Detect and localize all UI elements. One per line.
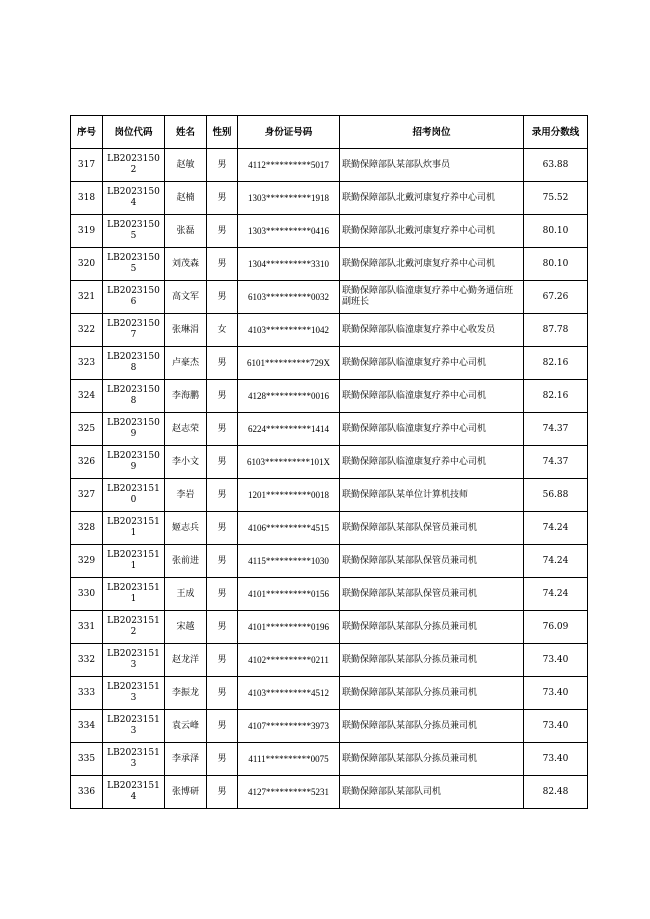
cell-gender: 男 <box>207 380 238 413</box>
cell-id-number: 4127**********5231 <box>238 776 340 809</box>
cell-post: 联勤保障部队某部队分拣员兼司机 <box>340 710 524 743</box>
cell-id-number: 4115**********1030 <box>238 545 340 578</box>
cell-score: 73.40 <box>524 677 588 710</box>
cell-post-code: LB20231505 <box>103 248 165 281</box>
cell-id-number: 4128**********0016 <box>238 380 340 413</box>
cell-score: 82.48 <box>524 776 588 809</box>
cell-gender: 男 <box>207 611 238 644</box>
cell-post: 联勤保障部队临潼康复疗养中心司机 <box>340 446 524 479</box>
cell-post: 联勤保障部队临潼康复疗养中心勤务通信班副班长 <box>340 281 524 314</box>
cell-serial: 323 <box>71 347 103 380</box>
cell-post: 联勤保障部队某部队炊事员 <box>340 149 524 182</box>
cell-serial: 328 <box>71 512 103 545</box>
cell-name: 张磊 <box>165 215 207 248</box>
cell-serial: 327 <box>71 479 103 512</box>
cell-serial: 324 <box>71 380 103 413</box>
cell-gender: 男 <box>207 215 238 248</box>
header-post-code: 岗位代码 <box>103 116 165 149</box>
cell-score: 80.10 <box>524 248 588 281</box>
table-row <box>71 347 588 380</box>
header-name: 姓名 <box>165 116 207 149</box>
table-row <box>71 578 588 611</box>
cell-serial: 325 <box>71 413 103 446</box>
cell-score: 56.88 <box>524 479 588 512</box>
cell-id-number: 4102**********0211 <box>238 644 340 677</box>
cell-gender: 男 <box>207 743 238 776</box>
header-id-number: 身份证号码 <box>238 116 340 149</box>
cell-name: 李振龙 <box>165 677 207 710</box>
header-gender: 性别 <box>207 116 238 149</box>
cell-post: 联勤保障部队临潼康复疗养中心司机 <box>340 380 524 413</box>
cell-score: 67.26 <box>524 281 588 314</box>
cell-name: 赵志荣 <box>165 413 207 446</box>
cell-serial: 322 <box>71 314 103 347</box>
cell-id-number: 4103**********4512 <box>238 677 340 710</box>
header-post: 招考岗位 <box>340 116 524 149</box>
cell-name: 刘茂森 <box>165 248 207 281</box>
cell-score: 73.40 <box>524 644 588 677</box>
cell-serial: 334 <box>71 710 103 743</box>
cell-id-number: 1304**********3310 <box>238 248 340 281</box>
cell-gender: 男 <box>207 479 238 512</box>
cell-id-number: 6103**********0032 <box>238 281 340 314</box>
recruitment-table <box>70 115 588 809</box>
cell-id-number: 6101**********729X <box>238 347 340 380</box>
cell-serial: 320 <box>71 248 103 281</box>
cell-post-code: LB20231513 <box>103 677 165 710</box>
cell-post-code: LB20231512 <box>103 611 165 644</box>
cell-gender: 男 <box>207 248 238 281</box>
cell-id-number: 1303**********1918 <box>238 182 340 215</box>
cell-gender: 男 <box>207 545 238 578</box>
cell-post: 联勤保障部队某部队司机 <box>340 776 524 809</box>
cell-post-code: LB20231510 <box>103 479 165 512</box>
table-row <box>71 743 588 776</box>
cell-post-code: LB20231509 <box>103 446 165 479</box>
cell-serial: 333 <box>71 677 103 710</box>
header-serial: 序号 <box>71 116 103 149</box>
table-row <box>71 149 588 182</box>
cell-name: 赵龙洋 <box>165 644 207 677</box>
cell-score: 74.24 <box>524 578 588 611</box>
cell-gender: 男 <box>207 281 238 314</box>
cell-post-code: LB20231511 <box>103 578 165 611</box>
cell-gender: 男 <box>207 644 238 677</box>
cell-score: 87.78 <box>524 314 588 347</box>
cell-id-number: 4106**********4515 <box>238 512 340 545</box>
cell-score: 82.16 <box>524 347 588 380</box>
cell-name: 张琳涓 <box>165 314 207 347</box>
cell-post-code: LB20231513 <box>103 743 165 776</box>
table-header-row <box>71 116 588 149</box>
cell-post: 联勤保障部队某部队分拣员兼司机 <box>340 611 524 644</box>
cell-post-code: LB20231508 <box>103 347 165 380</box>
cell-post: 联勤保障部队某部队分拣员兼司机 <box>340 743 524 776</box>
table-row <box>71 380 588 413</box>
cell-name: 李海鹏 <box>165 380 207 413</box>
cell-gender: 男 <box>207 710 238 743</box>
header-score: 录用分数线 <box>524 116 588 149</box>
cell-post: 联勤保障部队临潼康复疗养中心司机 <box>340 413 524 446</box>
cell-post-code: LB20231511 <box>103 512 165 545</box>
cell-id-number: 4101**********0156 <box>238 578 340 611</box>
table-row <box>71 479 588 512</box>
cell-gender: 男 <box>207 446 238 479</box>
cell-gender: 男 <box>207 512 238 545</box>
cell-name: 卢豪杰 <box>165 347 207 380</box>
cell-id-number: 1303**********0416 <box>238 215 340 248</box>
table-row <box>71 446 588 479</box>
cell-serial: 329 <box>71 545 103 578</box>
table-row <box>71 512 588 545</box>
cell-name: 张前进 <box>165 545 207 578</box>
cell-name: 李小文 <box>165 446 207 479</box>
cell-post: 联勤保障部队某部队保管员兼司机 <box>340 578 524 611</box>
cell-post: 联勤保障部队某单位计算机技师 <box>340 479 524 512</box>
cell-serial: 326 <box>71 446 103 479</box>
cell-name: 李岩 <box>165 479 207 512</box>
cell-post: 联勤保障部队北戴河康复疗养中心司机 <box>340 182 524 215</box>
cell-post: 联勤保障部队北戴河康复疗养中心司机 <box>340 215 524 248</box>
cell-post-code: LB20231506 <box>103 281 165 314</box>
cell-score: 82.16 <box>524 380 588 413</box>
cell-name: 赵敏 <box>165 149 207 182</box>
cell-gender: 男 <box>207 413 238 446</box>
cell-gender: 男 <box>207 182 238 215</box>
cell-score: 76.09 <box>524 611 588 644</box>
table-row <box>71 281 588 314</box>
table-row <box>71 545 588 578</box>
cell-id-number: 4103**********1042 <box>238 314 340 347</box>
cell-post: 联勤保障部队某部队保管员兼司机 <box>340 545 524 578</box>
cell-post: 联勤保障部队临潼康复疗养中心收发员 <box>340 314 524 347</box>
table-row <box>71 182 588 215</box>
cell-name: 李承泽 <box>165 743 207 776</box>
cell-post: 联勤保障部队北戴河康复疗养中心司机 <box>340 248 524 281</box>
cell-id-number: 4112**********5017 <box>238 149 340 182</box>
cell-post: 联勤保障部队某部队分拣员兼司机 <box>340 644 524 677</box>
cell-post: 联勤保障部队某部队分拣员兼司机 <box>340 677 524 710</box>
cell-id-number: 1201**********0018 <box>238 479 340 512</box>
cell-score: 80.10 <box>524 215 588 248</box>
cell-post-code: LB20231508 <box>103 380 165 413</box>
cell-name: 张博研 <box>165 776 207 809</box>
cell-gender: 男 <box>207 149 238 182</box>
cell-serial: 317 <box>71 149 103 182</box>
cell-post-code: LB20231509 <box>103 413 165 446</box>
table-row <box>71 710 588 743</box>
table-row <box>71 314 588 347</box>
cell-serial: 321 <box>71 281 103 314</box>
cell-name: 宋越 <box>165 611 207 644</box>
cell-id-number: 6103**********101X <box>238 446 340 479</box>
cell-score: 74.24 <box>524 545 588 578</box>
table-row <box>71 215 588 248</box>
cell-score: 73.40 <box>524 743 588 776</box>
cell-score: 73.40 <box>524 710 588 743</box>
cell-score: 74.24 <box>524 512 588 545</box>
cell-serial: 336 <box>71 776 103 809</box>
cell-name: 袁云峰 <box>165 710 207 743</box>
cell-name: 王成 <box>165 578 207 611</box>
cell-serial: 330 <box>71 578 103 611</box>
cell-id-number: 4111**********0075 <box>238 743 340 776</box>
table-row <box>71 248 588 281</box>
cell-gender: 男 <box>207 578 238 611</box>
cell-serial: 331 <box>71 611 103 644</box>
cell-id-number: 6224**********1414 <box>238 413 340 446</box>
cell-serial: 319 <box>71 215 103 248</box>
cell-serial: 332 <box>71 644 103 677</box>
cell-post-code: LB20231505 <box>103 215 165 248</box>
cell-score: 74.37 <box>524 413 588 446</box>
cell-name: 赵楠 <box>165 182 207 215</box>
cell-score: 75.52 <box>524 182 588 215</box>
cell-post-code: LB20231513 <box>103 644 165 677</box>
cell-post-code: LB20231504 <box>103 182 165 215</box>
cell-id-number: 4107**********3973 <box>238 710 340 743</box>
cell-gender: 男 <box>207 677 238 710</box>
table-row <box>71 611 588 644</box>
cell-serial: 335 <box>71 743 103 776</box>
cell-post: 联勤保障部队临潼康复疗养中心司机 <box>340 347 524 380</box>
cell-gender: 女 <box>207 314 238 347</box>
cell-gender: 男 <box>207 776 238 809</box>
cell-name: 高文军 <box>165 281 207 314</box>
table-row <box>71 677 588 710</box>
table-row <box>71 413 588 446</box>
cell-post-code: LB20231507 <box>103 314 165 347</box>
table-row <box>71 776 588 809</box>
table-body <box>71 149 588 809</box>
cell-score: 63.88 <box>524 149 588 182</box>
cell-id-number: 4101**********0196 <box>238 611 340 644</box>
cell-post: 联勤保障部队某部队保管员兼司机 <box>340 512 524 545</box>
cell-post-code: LB20231513 <box>103 710 165 743</box>
table-row <box>71 644 588 677</box>
cell-post-code: LB20231502 <box>103 149 165 182</box>
cell-name: 姬志兵 <box>165 512 207 545</box>
cell-serial: 318 <box>71 182 103 215</box>
cell-post-code: LB20231511 <box>103 545 165 578</box>
cell-post-code: LB20231514 <box>103 776 165 809</box>
cell-score: 74.37 <box>524 446 588 479</box>
cell-gender: 男 <box>207 347 238 380</box>
